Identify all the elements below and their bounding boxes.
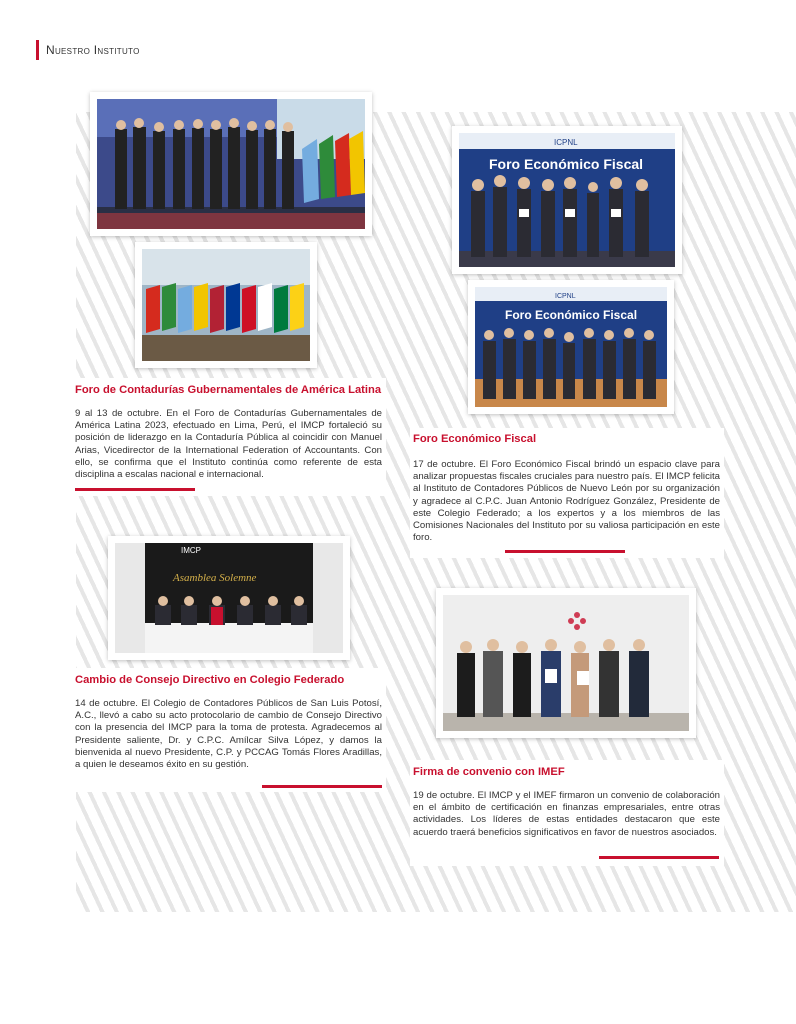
article-body-cambio-consejo: 14 de octubre. El Colegio de Contadores Públicos de San Luis Potosí, A.C., llevó a cabo su acto protocolario de cambio de Consejo Directivo con la presencia del IMCP para la toma de protesta. Agradecemos al Presidente saliente, Dr. y C.P.C. Amílcar Silva López, y damos la bienvenida al nuevo Presidente, C.P. y PCCAG Tomás Flores Aradillas, a quien le deseamos éxito en su gestión. [75, 698, 382, 771]
article-rule [262, 785, 382, 788]
photo-imef-signing [436, 588, 696, 738]
section-header: Nuestro Instituto [46, 43, 140, 57]
foro-banner-text-2: Foro Económico Fiscal [505, 308, 638, 322]
article-title-foro-fiscal: Foro Económico Fiscal [413, 433, 537, 445]
article-body-foro-contadurias: 9 al 13 de octubre. En el Foro de Contadurías Gubernamentales de América Latina 2023, efectuado en Lima, Perú, el IMCP fortaleció su posición de liderazgo en la Contaduría Pública al coincidir con Manuel Arias, Vicedirector de la International Federation of Accountants. Con ello, se confirma que el Instituto continúa como referente de esta disciplina a escalas nacional e internacional. [75, 408, 382, 481]
icpnl-logo: ICPNL [554, 138, 578, 147]
asamblea-banner-text: Asamblea Solemne [173, 572, 257, 584]
foro-banner-text: Foro Económico Fiscal [489, 156, 644, 172]
photo-flags-row [135, 242, 317, 368]
article-body-foro-fiscal: 17 de octubre. El Foro Económico Fiscal brindó un espacio clave para analizar propuestas fiscales cruciales para nuestro país. El IMCP felicita al Instituto de Contadores Públicos de Nuevo León por su organización y agradece al C.P.C. Juan Antonio Rodríguez González, Presidente de este Colegio Federado; a los expertos y a los miembros de las Comisiones Nacionales del Instituto por su valiosa participación en este foro. [413, 459, 720, 544]
photo-foro-fiscal-group-2 [468, 280, 674, 414]
icpnl-logo-2: ICPNL [555, 293, 576, 300]
article-rule [599, 856, 719, 859]
article-title-cambio-consejo: Cambio de Consejo Directivo en Colegio Federado [75, 674, 345, 686]
article-rule [505, 550, 625, 553]
photo-foro-fiscal-group [452, 126, 682, 274]
imcp-logo: IMCP [181, 546, 201, 555]
photo-asamblea-solemne [108, 536, 350, 660]
article-title-imef: Firma de convenio con IMEF [413, 766, 565, 778]
article-rule [75, 488, 195, 491]
article-body-imef: 19 de octubre. El IMCP y el IMEF firmaron un convenio de colaboración en el ámbito de certificación en finanzas empresariales, entre otras actividades. Los líderes de estas entidades destacaron que este acuerdo traerá beneficios significativos en favor de nuestros asociados. [413, 790, 720, 838]
article-title-foro-contadurias: Foro de Contadurías Gubernamentales de América Latina [75, 384, 382, 396]
section-accent-bar [36, 40, 39, 60]
photo-foro-delegates [90, 92, 372, 236]
